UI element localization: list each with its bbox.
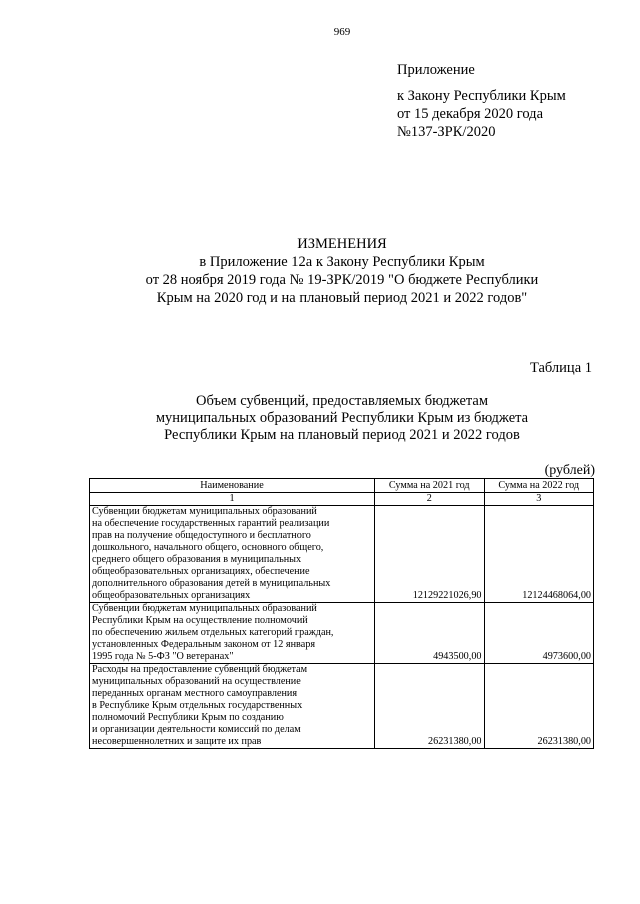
row-name-line: на обеспечение государственных гарантий реализации [92, 518, 330, 529]
changes-line-3: Крым на 2020 год и на плановый период 2021 и 2022 годов" [156, 290, 528, 306]
table-label: Таблица 1 [529, 360, 592, 376]
table-row [90, 603, 594, 664]
table-title-line-3: Республики Крым на плановый период 2021 и 2022 годов [164, 427, 520, 443]
row-name-line: по обеспечению жильем отдельных категорий граждан, [92, 627, 334, 638]
row-name-line: установленных Федеральным законом от 12 января [92, 639, 316, 650]
header-sum-2022: Сумма на 2022 год [484, 479, 594, 493]
units-label: (рублей) [544, 463, 595, 478]
table-title-line-1: Объем субвенций, предоставляемых бюджетам [195, 393, 489, 409]
row-name-line: и организации деятельности комиссий по делам [92, 724, 301, 735]
row-name-line: переданных органам местного самоуправления [92, 688, 298, 699]
row-name-line: общеобразовательных организациях [92, 590, 251, 601]
table-title [120, 393, 564, 444]
page-number: 969 [333, 26, 351, 38]
table-row [90, 506, 594, 603]
row-name [90, 506, 375, 603]
row-name [90, 664, 375, 749]
row-name-line: несовершеннолетних и защите их прав [92, 736, 262, 747]
row-name-line: дошкольного, начального общего, основного общего, [92, 542, 324, 553]
row-name-line: в Республике Крым отдельных государственных [92, 700, 303, 711]
header-name: Наименование [90, 479, 375, 493]
table-title-line-2: муниципальных образований Республики Крым из бюджета [155, 410, 529, 426]
column-number-row [90, 493, 594, 506]
row-sum-2022: 4973600,00 [484, 603, 594, 664]
row-name-line: дополнительного образования детей в муниципальных [92, 578, 331, 589]
column-number-1: 1 [90, 493, 375, 506]
row-name-line: Субвенции бюджетам муниципальных образований [92, 506, 317, 517]
changes-line-2: от 28 ноября 2019 года № 19-ЗРК/2019 "О бюджете Республики [145, 272, 539, 288]
changes-heading: ИЗМЕНЕНИЯ [297, 236, 387, 252]
changes-line-1: в Приложение 12а к Закону Республики Крым [199, 254, 485, 270]
appendix-number: №137-ЗРК/2020 [397, 124, 496, 140]
row-name-line: полномочий Республики Крым по созданию [92, 712, 284, 723]
row-name-line: среднего общего образования в муниципальных [92, 554, 302, 565]
table-row [90, 664, 594, 749]
appendix-gap [397, 79, 566, 87]
row-sum-2021: 26231380,00 [375, 664, 485, 749]
row-name-line: 1995 года № 5-ФЗ "О ветеранах" [92, 651, 234, 662]
column-number-2: 2 [375, 493, 485, 506]
row-name-line: Республики Крым на осуществление полномочий [92, 615, 308, 626]
row-name-line: общеобразовательных организациях, обеспечение [92, 566, 310, 577]
row-sum-2021: 12129221026,90 [375, 506, 485, 603]
changes-block [120, 235, 564, 307]
appendix-date: от 15 декабря 2020 года [397, 106, 543, 122]
row-name-line: муниципальных образований на осуществление [92, 676, 301, 687]
column-number-3: 3 [484, 493, 594, 506]
appendix-law-ref: к Закону Республики Крым [397, 88, 566, 104]
row-name [90, 603, 375, 664]
row-sum-2022: 12124468064,00 [484, 506, 594, 603]
table-header-row [90, 479, 594, 493]
subventions-table [89, 478, 594, 749]
row-sum-2022: 26231380,00 [484, 664, 594, 749]
header-sum-2021: Сумма на 2021 год [375, 479, 485, 493]
appendix-label: Приложение [397, 62, 475, 78]
row-sum-2021: 4943500,00 [375, 603, 485, 664]
row-name-line: прав на получение общедоступного и бесплатного [92, 530, 311, 541]
appendix-block [397, 61, 566, 141]
row-name-line: Субвенции бюджетам муниципальных образований [92, 603, 317, 614]
row-name-line: Расходы на предоставление субвенций бюджетам [92, 664, 308, 675]
